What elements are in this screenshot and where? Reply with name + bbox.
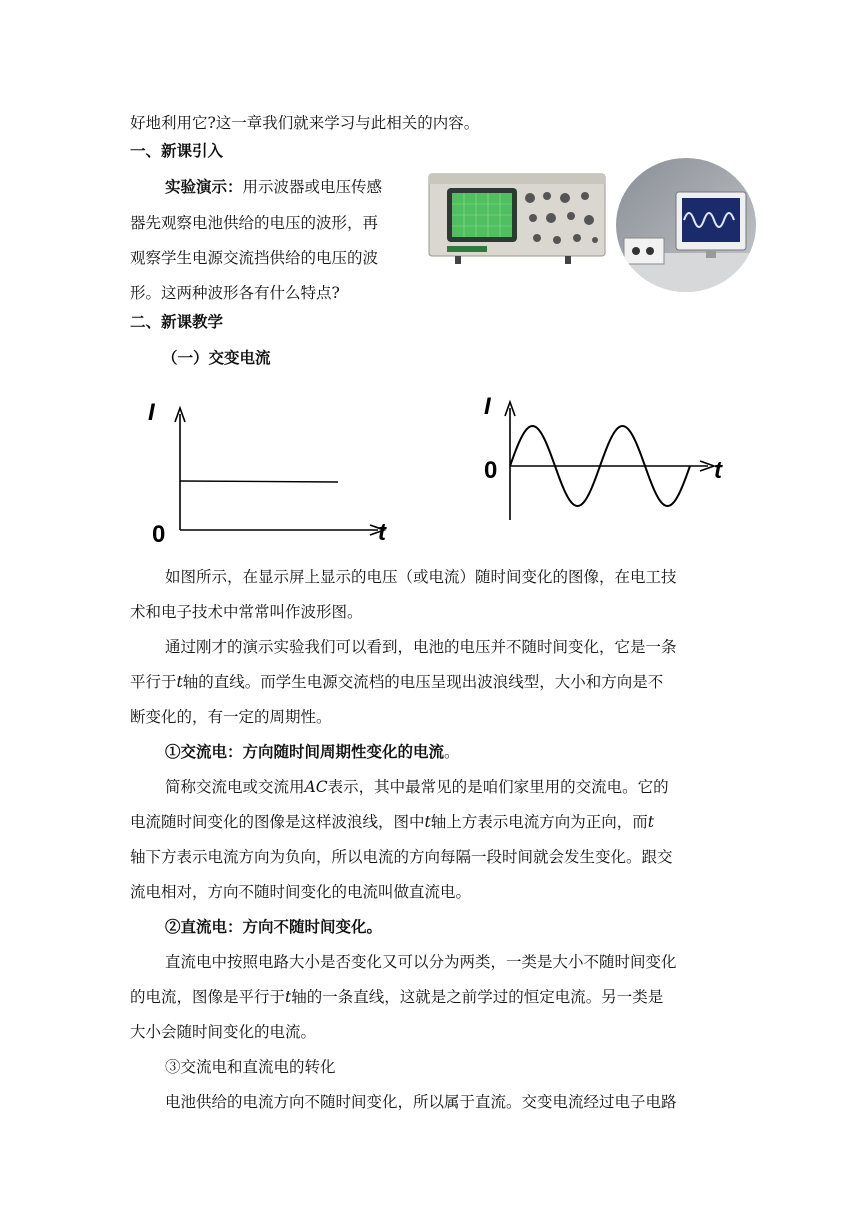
subsection-heading-ac: （一）交变电流 [162,348,271,367]
sensor-display-photo [616,158,756,292]
t-symbol: t [285,988,292,1006]
para4-line3: 大小会随时间变化的电流。 [130,1023,317,1041]
demo-line-3: 观察学生电源交流挡供给的电压的波 [130,249,379,267]
para3-line2 [130,811,654,833]
t-symbol: t [424,813,431,831]
intro-line: 好地利用它?这一章我们就来学习与此相关的内容。 [130,114,480,132]
oscilloscope-photo [425,166,607,266]
definition-dc: ②直流电：方向不随时间变化。 [165,917,383,936]
ac-origin-label: 0 [484,457,498,484]
para1-line1: 如图所示，在显示屏上显示的电压（或电流）随时间变化的图像，在电工技 [165,568,677,586]
definition-conversion: ③交流电和直流电的转化 [165,1058,336,1076]
para2-line1: 通过刚才的演示实验我们可以看到，电池的电压并不随时间变化，它是一条 [165,638,677,656]
para3-text-2a: 电流随时间变化的图像是这样波浪线，图中 [130,813,425,831]
para3-text-2c: 轴上方表示电流方向为正向，而 [430,813,648,831]
para2-line2 [130,671,663,693]
para2-text-a: 平行于 [130,673,177,691]
para3-text-a: 简称交流电或交流用 [165,778,305,796]
dc-graph [140,390,400,550]
demo-line-4: 形。这两种波形各有什么特点? [130,284,340,302]
ac-x-axis-label: t [714,457,722,484]
para3-text-c: 表示，其中最常见的是咱们家里用的交流电。它的 [327,778,669,796]
para3-line4: 流电相对，方向不随时间变化的电流叫做直流电。 [130,883,472,901]
definition-ac-period: 。 [444,743,460,761]
section-heading-intro: 一、新课引入 [130,141,224,160]
dc-y-axis-label: I [148,399,155,426]
definition-ac-text: ①交流电：方向随时间周期性变化的电流 [165,742,445,761]
dc-origin-label: 0 [152,521,166,548]
ac-graph [478,388,738,528]
para5-line1: 电池供给的电流方向不随时间变化，所以属于直流。交变电流经过电子电路 [165,1093,677,1111]
para2-text-c: 轴的直线。而学生电源交流档的电压呈现出波浪线型，大小和方向是不 [182,673,664,691]
demo-text-1: 用示波器或电压传感 [242,178,383,196]
definition-ac [165,741,460,763]
demo-label: 实验演示： [165,177,243,196]
para4-line1: 直流电中按照电路大小是否变化又可以分为两类，一类是大小不随时间变化 [165,953,677,971]
t-symbol: t [176,673,183,691]
section-heading-teaching: 二、新课教学 [130,312,224,331]
para4-text-a: 的电流，图像是平行于 [130,988,286,1006]
t-symbol: t [647,813,654,831]
ac-symbol: AC [304,778,328,796]
dc-current-line [180,481,338,482]
para3-line1 [165,776,669,798]
ac-y-axis-label: I [484,393,491,420]
dc-x-axis-label: t [378,519,386,546]
demo-line-1 [165,176,382,198]
para3-line3: 轴下方表示电流方向为负向，所以电流的方向每隔一段时间就会发生变化。跟交 [130,848,673,866]
para1-line2: 术和电子技术中常常叫作波形图。 [130,603,363,621]
para4-line2 [130,986,663,1008]
para2-line3: 断变化的，有一定的周期性。 [130,708,332,726]
para4-text-c: 轴的一条直线，这就是之前学过的恒定电流。另一类是 [291,988,664,1006]
demo-line-2: 器先观察电池供给的电压的波形，再 [130,214,379,232]
